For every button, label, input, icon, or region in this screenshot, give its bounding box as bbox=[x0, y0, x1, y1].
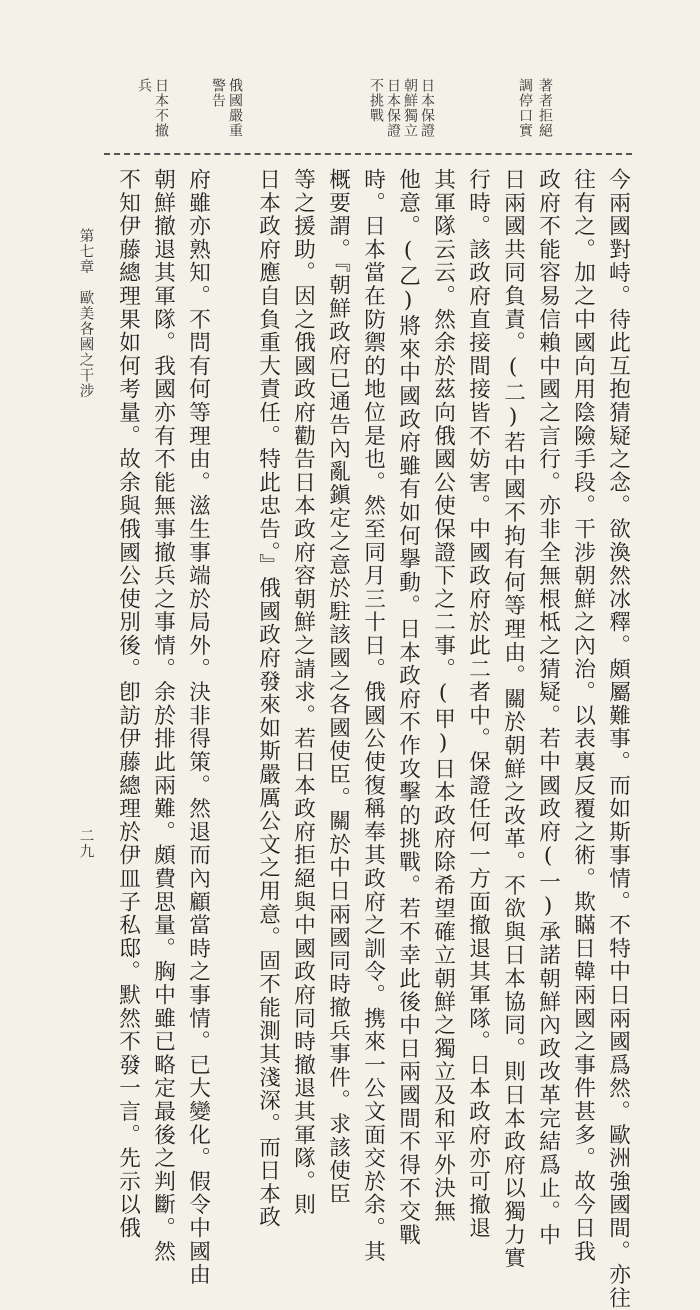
text-column: 府雖亦熟知。不問有何等理由。滋生事端於局外。決非得策。然退而內顧當時之事情。已大變化。假令中國由 bbox=[185, 168, 211, 1287]
margin-note-line: 日本保證 bbox=[419, 78, 435, 138]
margin-note-group bbox=[348, 78, 438, 158]
text-column: 今兩國對峙。待此互抱猜疑之念。欲渙然冰釋。頗屬難事。而如斯事情。不特中日兩國爲然。歐洲強國間。亦往 bbox=[605, 168, 631, 1310]
text-column: 日本政府應自負重大責任。特此忠告。』俄國政府發來如斯嚴厲公文之用意。固不能測其淺深。而日本政 bbox=[255, 168, 281, 1229]
margin-note-line: 俄國嚴重 bbox=[227, 78, 243, 138]
text-column: 政府不能容易信賴中國之言行。亦非全無根柢之猜疑。若中國政府(一)承諾朝鮮內政改革完結爲止。中 bbox=[535, 168, 561, 1247]
margin-note-group bbox=[200, 78, 260, 158]
text-column: 往有之。加之中國向用陰險手段。干涉朝鮮之內治。以表裏反覆之術。欺瞞日韓兩國之事件甚多。故今日我 bbox=[570, 168, 596, 1264]
page-number: 二九 bbox=[77, 828, 94, 859]
margin-note-line: 朝鮮獨立 bbox=[402, 78, 418, 138]
text-column: 他意。(乙)將來中國政府雖有如何擧動。日本政府不作攻擊的挑戰。若不幸此後中日兩國間不得不交戰 bbox=[395, 168, 421, 1247]
header-divider bbox=[104, 153, 632, 155]
text-column: 概要謂。『朝鮮政府已通告內亂鎭定之意於駐該國之各國使臣。關於中日兩國同時撤兵事件。求該使臣 bbox=[325, 168, 351, 1206]
margin-note-group bbox=[496, 78, 556, 158]
margin-note-group bbox=[126, 78, 186, 158]
margin-note-line: 日本不撤 bbox=[153, 78, 169, 138]
text-column: 不知伊藤總理果如何考量。故余與俄國公使別後。卽訪伊藤總理於伊皿子私邸。默然不發一言。先示以俄 bbox=[115, 168, 141, 1240]
text-column: 時。日本當在防禦的地位是也。然至同月三十日。俄國公使復稱奉其政府之訓令。携來一公文面交於余。其 bbox=[360, 168, 386, 1264]
text-column: 日兩國共同負責。(二)若中國不拘有何等理由。關於朝鮮之改革。不欲與日本協同。則日本政府以獨力實 bbox=[500, 168, 526, 1270]
text-column: 朝鮮撤退其軍隊。我國亦有不能無事撤兵之事情。余於排此兩難。頗費思量。胸中雖已略定最後之判斷。然 bbox=[150, 168, 176, 1264]
margin-note-line: 日本保證 bbox=[385, 78, 401, 138]
margin-note-line: 不挑戰 bbox=[368, 78, 384, 123]
text-column: 行時。該政府直接間接皆不妨害。中國政府於此二者中。保證任何一方面撤退其軍隊。日本政府亦可撤退 bbox=[465, 168, 491, 1240]
margin-note-line: 著者拒絕 bbox=[537, 78, 553, 138]
margin-note-line: 警告 bbox=[210, 78, 226, 108]
chapter-title: 第七章 歐美各國之干涉 bbox=[77, 228, 94, 399]
text-column: 等之援助。因之俄國政府勸告日本政府容朝鮮之請求。若日本政府拒絕與中國政府同時撤退其軍隊。則 bbox=[290, 168, 316, 1217]
margin-note-line: 調停口實 bbox=[517, 78, 533, 138]
margin-note-line: 兵 bbox=[136, 78, 152, 93]
text-column: 其軍隊云云。然余於茲向俄國公使保證下之二事。(甲)日本政府除希望確立朝鮮之獨立及和平外決無 bbox=[430, 168, 456, 1224]
